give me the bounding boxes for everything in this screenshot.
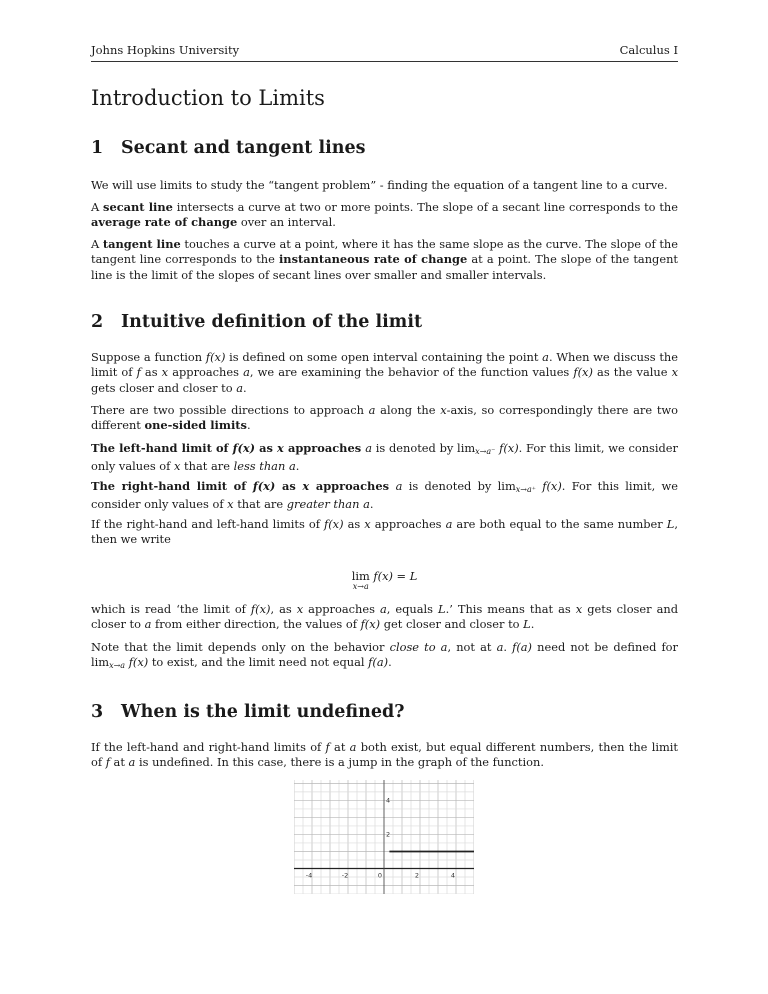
paragraph: There are two possible directions to approach a along the x-axis, so correspondingly there are two different one-sided limits. bbox=[91, 403, 679, 433]
paragraph: If the right-hand and left-hand limits of f(x) as x approaches a are both equal to the same number L, then we write bbox=[91, 517, 678, 547]
x-tick-label: 0 bbox=[377, 871, 383, 880]
x-tick-label: 4 bbox=[450, 871, 456, 880]
document-title: Introduction to Limits bbox=[91, 86, 325, 110]
term-secant-line: secant line bbox=[103, 200, 173, 214]
paragraph: The right-hand limit of f(x) as x approaches a is denoted by $\lim_{x\to a^+} f(x)$. For this limit, we consider only values of x that are greater than a. bbox=[91, 479, 678, 512]
term-instantaneous-rate: instantaneous rate of change bbox=[278, 252, 468, 267]
paragraph: We will use limits to study the “tangent problem” - finding the equation of a tangent line to a curve. bbox=[91, 178, 668, 192]
paragraph: Suppose a function f(x) is defined on some open interval containing the point a. When we discuss the limit of f as x approaches a, we are examining the behavior of the function values f(x) as the value x gets closer and closer to a. bbox=[91, 350, 679, 395]
x-tick-label: 2 bbox=[414, 871, 420, 880]
paragraph: A tangent line touches a curve at a point, where it has the same slope as the curve. The slope of the tangent line corresponds to the instantaneous rate of change at a point. The slope of the tangent line is the limit of the slopes of secant lines over smaller and smaller intervals. bbox=[91, 237, 679, 282]
paragraph: The left-hand limit of f(x) as x approaches a is denoted by $\lim_{x\to a^-} f(x)$. For this limit, we consider only values of x that are less than a. bbox=[91, 441, 678, 474]
header-left: Johns Hopkins University bbox=[91, 43, 240, 57]
paragraph: If the left-hand and right-hand limits of f at a both exist, but equal different numbers, then the limit of f at a is undefined. In this case, there is a jump in the graph of the function. bbox=[91, 740, 678, 770]
running-header bbox=[91, 43, 678, 57]
section-3-heading bbox=[91, 702, 404, 722]
jump-graph bbox=[294, 780, 474, 894]
section-title: When is the limit undefined? bbox=[121, 702, 405, 722]
paragraph: which is read ‘the limit of f(x), as x approaches a, equals L.’ This means that as x gets closer and closer to a from either direction, the values of f(x) get closer and closer to L. bbox=[91, 602, 679, 632]
section-1-heading bbox=[91, 138, 365, 158]
section-number: 2 bbox=[91, 312, 104, 332]
section-number: 3 bbox=[91, 702, 104, 722]
term-average-rate: average rate of change bbox=[91, 215, 238, 230]
header-right: Calculus I bbox=[619, 43, 678, 57]
paragraph: A secant line intersects a curve at two or more points. The slope of a secant line corresponds to the average rate of change over an interval. bbox=[91, 200, 678, 230]
section-title: Intuitive definition of the limit bbox=[121, 312, 423, 332]
section-2-heading bbox=[91, 312, 422, 332]
y-tick-label: 4 bbox=[386, 796, 391, 805]
section-number: 1 bbox=[91, 138, 104, 158]
header-rule bbox=[91, 61, 678, 62]
paragraph: Note that the limit depends only on the behavior close to a, not at a. f(a) need not be defined for $\lim_{x\to a} f(x)$ to exist, and the limit need not equal f(a). bbox=[91, 640, 678, 671]
limit-equation: lim x→a f(x) = L bbox=[351, 569, 418, 591]
y-tick-label: 2 bbox=[386, 830, 391, 839]
term-tangent-line: tangent line bbox=[102, 237, 181, 251]
term-one-sided-limits: one-sided limits bbox=[144, 418, 247, 433]
x-tick-label: -4 bbox=[305, 871, 313, 880]
x-tick-label: -2 bbox=[341, 871, 349, 880]
section-title: Secant and tangent lines bbox=[121, 138, 366, 158]
